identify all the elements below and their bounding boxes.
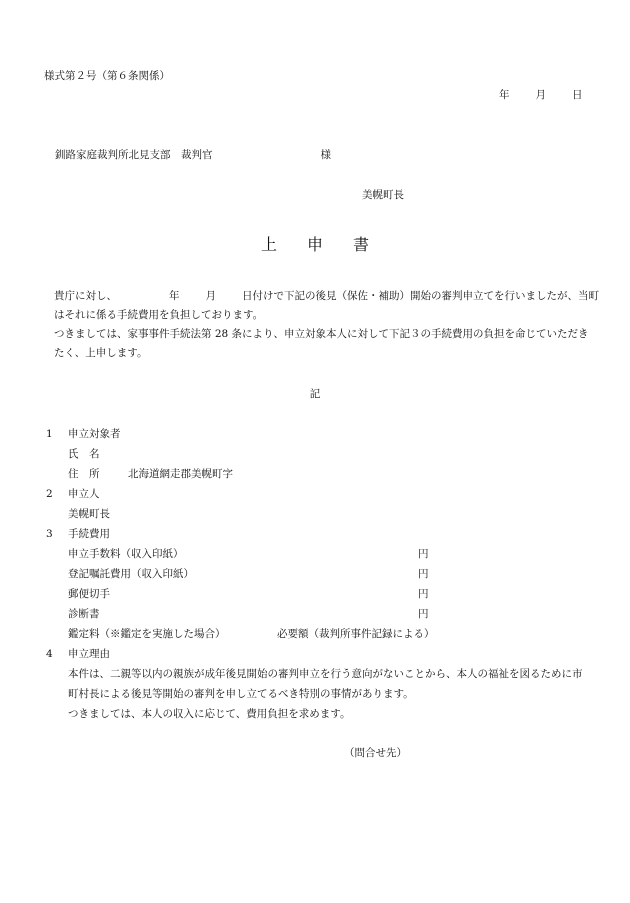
body-paragraph-1 — [44, 287, 599, 325]
contact-label: （問合せ先） — [344, 747, 407, 759]
item-1-number: 1 — [46, 428, 53, 440]
petitioner-value: 美幌町長 — [68, 508, 110, 520]
fee-unit: 円 — [418, 568, 429, 580]
appraisal-label: 鑑定料（※鑑定を実施した場合） — [68, 628, 226, 640]
addressee-court: 釧路家庭裁判所北見支部 裁判官 — [55, 149, 213, 161]
reason-paragraph-2: つきましては、本人の収入に応じて、費用負担を求めます。 — [68, 708, 351, 720]
fee-unit: 円 — [418, 588, 429, 600]
fee-label: 登記嘱託費用（収入印紙） — [68, 568, 194, 580]
ki-heading: 記 — [309, 388, 321, 400]
form-number: 様式第２号（第６条関係） — [44, 70, 170, 82]
date-line — [499, 89, 583, 102]
fee-label: 申立手数料（収入印紙） — [68, 548, 184, 560]
reason-text — [56, 664, 588, 724]
fee-label: 診断書 — [68, 608, 100, 620]
p1-text-b: 日付けで下記の後見（保佐・補助）開始の審判申立てを行いましたが、当町はそれに係る手続費用を負担しております。 — [54, 290, 599, 321]
item-2-label: 申立人 — [68, 488, 100, 500]
item-3-label: 手続費用 — [68, 528, 110, 540]
name-label: 氏 名 — [68, 448, 100, 460]
date-day: 日 — [572, 89, 583, 101]
p1-text-a: 貴庁に対し、 — [54, 290, 117, 302]
sender: 美幌町長 — [362, 189, 404, 201]
addressee — [55, 149, 331, 162]
addressee-honorific: 様 — [320, 149, 331, 161]
item-4-number: 4 — [46, 648, 53, 660]
item-3-number: 3 — [46, 528, 53, 540]
reason-paragraph-1: 本件は、二親等以内の親族が成年後見開始の審判申立を行う意向がないことから、本人の福祉を図るために市町村長による後見等開始の審判を申し立てるべき特別の事情があります。 — [68, 668, 583, 700]
address-label: 住 所 — [68, 468, 100, 480]
p1-month: 月 — [205, 290, 216, 302]
fee-label: 郵便切手 — [68, 588, 110, 600]
address-value: 北海道網走郡美幌町字 — [128, 468, 233, 480]
date-year: 年 — [499, 89, 510, 101]
p1-year: 年 — [169, 290, 180, 302]
fee-unit: 円 — [418, 608, 429, 620]
fee-unit: 円 — [418, 548, 429, 560]
appraisal-value: 必要額（裁判所事件記録による） — [277, 628, 435, 640]
item-4-label: 申立理由 — [68, 648, 110, 660]
date-month: 月 — [535, 89, 546, 101]
document-title: 上申書 — [260, 235, 399, 254]
body-paragraph-2: つきましては、家事事件手続法第 28 条により、申立対象本人に対して下記３の手続費用の負担を命じていただきたく、上申します。 — [54, 328, 589, 359]
item-2-number: 2 — [46, 488, 53, 500]
item-1-label: 申立対象者 — [68, 428, 121, 440]
